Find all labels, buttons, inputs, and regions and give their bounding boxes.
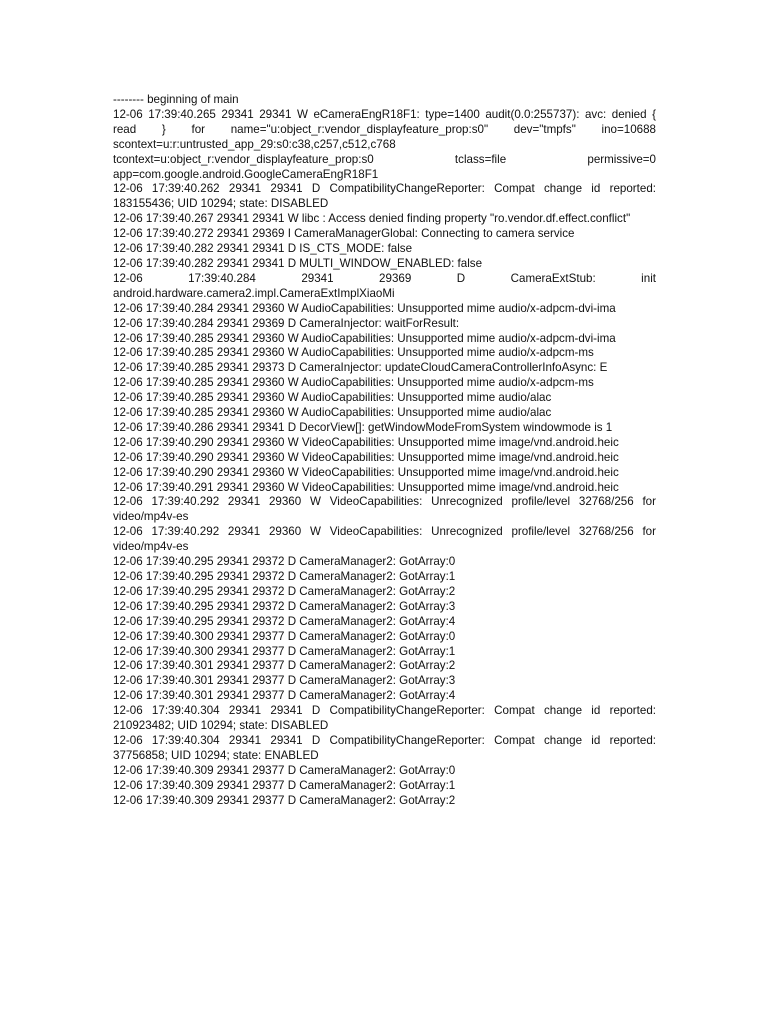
- log-line: 12-06 17:39:40.284 29341 29360 W AudioCapabilities: Unsupported mime audio/x-adpcm-dvi-ima: [113, 301, 616, 315]
- log-line: 12-06 17:39:40.282 29341 29341 D IS_CTS_MODE: false: [113, 242, 413, 256]
- log-line: 12-06 17:39:40.284 29341 29369 D CameraExtStub: init android.hardware.camera2.impl.CameraExtImplXiaoMi: [113, 271, 656, 300]
- log-line: 12-06 17:39:40.301 29341 29377 D CameraManager2: GotArray:4: [113, 689, 456, 703]
- log-line: 12-06 17:39:40.285 29341 29360 W AudioCapabilities: Unsupported mime audio/x-adpcm-ms: [113, 376, 594, 390]
- log-line: 12-06 17:39:40.272 29341 29369 I CameraManagerGlobal: Connecting to camera service: [113, 227, 575, 241]
- log-line: 12-06 17:39:40.309 29341 29377 D CameraManager2: GotArray:1: [113, 778, 456, 792]
- log-line: 12-06 17:39:40.309 29341 29377 D CameraManager2: GotArray:2: [113, 793, 456, 807]
- log-line: 12-06 17:39:40.290 29341 29360 W VideoCapabilities: Unsupported mime image/vnd.android.heic: [113, 450, 619, 464]
- log-line: 12-06 17:39:40.295 29341 29372 D CameraManager2: GotArray:0: [113, 555, 456, 569]
- log-line: 12-06 17:39:40.301 29341 29377 D CameraManager2: GotArray:2: [113, 659, 456, 673]
- log-line: 12-06 17:39:40.292 29341 29360 W VideoCapabilities: Unrecognized profile/level 32768/256 for video/mp4v-es: [113, 495, 656, 524]
- log-line: 12-06 17:39:40.285 29341 29360 W AudioCapabilities: Unsupported mime audio/alac: [113, 391, 552, 405]
- log-line: 12-06 17:39:40.262 29341 29341 D CompatibilityChangeReporter: Compat change id reported: 183155436; UID 10294; state: DISABLED: [113, 182, 656, 211]
- log-line: 12-06 17:39:40.284 29341 29369 D CameraInjector: waitForResult:: [113, 316, 460, 330]
- log-line: -------- beginning of main: [113, 93, 239, 106]
- log-line: 12-06 17:39:40.295 29341 29372 D CameraManager2: GotArray:3: [113, 599, 456, 613]
- log-line: 12-06 17:39:40.265 29341 29341 W eCameraEngR18F1: type=1400 audit(0.0:255737): avc: denied { read } for name="u:object_r:vendor_displayfeature_prop:s0" dev="tmpfs" ino=10688 scontext=u:r:untrusted_app_29:s0:c38,c257,c512,c768 tcontext=u:object_r:vendor_displayfeature_prop:s0 tclass=file permissive=0 app=com.google.android.GoogleCameraEngR18F1: [113, 107, 656, 181]
- log-line: 12-06 17:39:40.295 29341 29372 D CameraManager2: GotArray:4: [113, 614, 456, 628]
- log-line: 12-06 17:39:40.282 29341 29341 D MULTI_WINDOW_ENABLED: false: [113, 256, 483, 270]
- log-line: 12-06 17:39:40.285 29341 29360 W AudioCapabilities: Unsupported mime audio/alac: [113, 406, 552, 420]
- log-line: 12-06 17:39:40.292 29341 29360 W VideoCapabilities: Unrecognized profile/level 32768/256 for video/mp4v-es: [113, 525, 656, 554]
- log-line: 12-06 17:39:40.300 29341 29377 D CameraManager2: GotArray:0: [113, 629, 456, 643]
- log-line: 12-06 17:39:40.295 29341 29372 D CameraManager2: GotArray:1: [113, 570, 456, 583]
- log-line: 12-06 17:39:40.285 29341 29373 D CameraInjector: updateCloudCameraControllerInfoAsync: E: [113, 361, 608, 375]
- log-line: 12-06 17:39:40.267 29341 29341 W libc : Access denied finding property "ro.vendor.df.effect.conflict": [113, 212, 631, 226]
- log-line: 12-06 17:39:40.285 29341 29360 W AudioCapabilities: Unsupported mime audio/x-adpcm-dvi-ima: [113, 331, 616, 345]
- log-line: 12-06 17:39:40.301 29341 29377 D CameraManager2: GotArray:3: [113, 674, 456, 688]
- log-line: 12-06 17:39:40.290 29341 29360 W VideoCapabilities: Unsupported mime image/vnd.android.heic: [113, 435, 619, 449]
- log-line: 12-06 17:39:40.300 29341 29377 D CameraManager2: GotArray:1: [113, 644, 456, 658]
- log-line: 12-06 17:39:40.295 29341 29372 D CameraManager2: GotArray:2: [113, 584, 456, 598]
- log-line: 12-06 17:39:40.286 29341 29341 D DecorView[]: getWindowModeFromSystem windowmode is 1: [113, 420, 613, 434]
- log-document: [113, 93, 656, 809]
- log-line: 12-06 17:39:40.304 29341 29341 D CompatibilityChangeReporter: Compat change id reported: 210923482; UID 10294; state: DISABLED: [113, 704, 656, 733]
- log-line: 12-06 17:39:40.309 29341 29377 D CameraManager2: GotArray:0: [113, 763, 456, 777]
- log-line: 12-06 17:39:40.285 29341 29360 W AudioCapabilities: Unsupported mime audio/x-adpcm-ms: [113, 346, 594, 360]
- log-line: 12-06 17:39:40.304 29341 29341 D CompatibilityChangeReporter: Compat change id reported: 37756858; UID 10294; state: ENABLED: [113, 733, 656, 762]
- log-line: 12-06 17:39:40.290 29341 29360 W VideoCapabilities: Unsupported mime image/vnd.android.heic: [113, 465, 619, 479]
- log-line: 12-06 17:39:40.291 29341 29360 W VideoCapabilities: Unsupported mime image/vnd.android.heic: [113, 480, 619, 494]
